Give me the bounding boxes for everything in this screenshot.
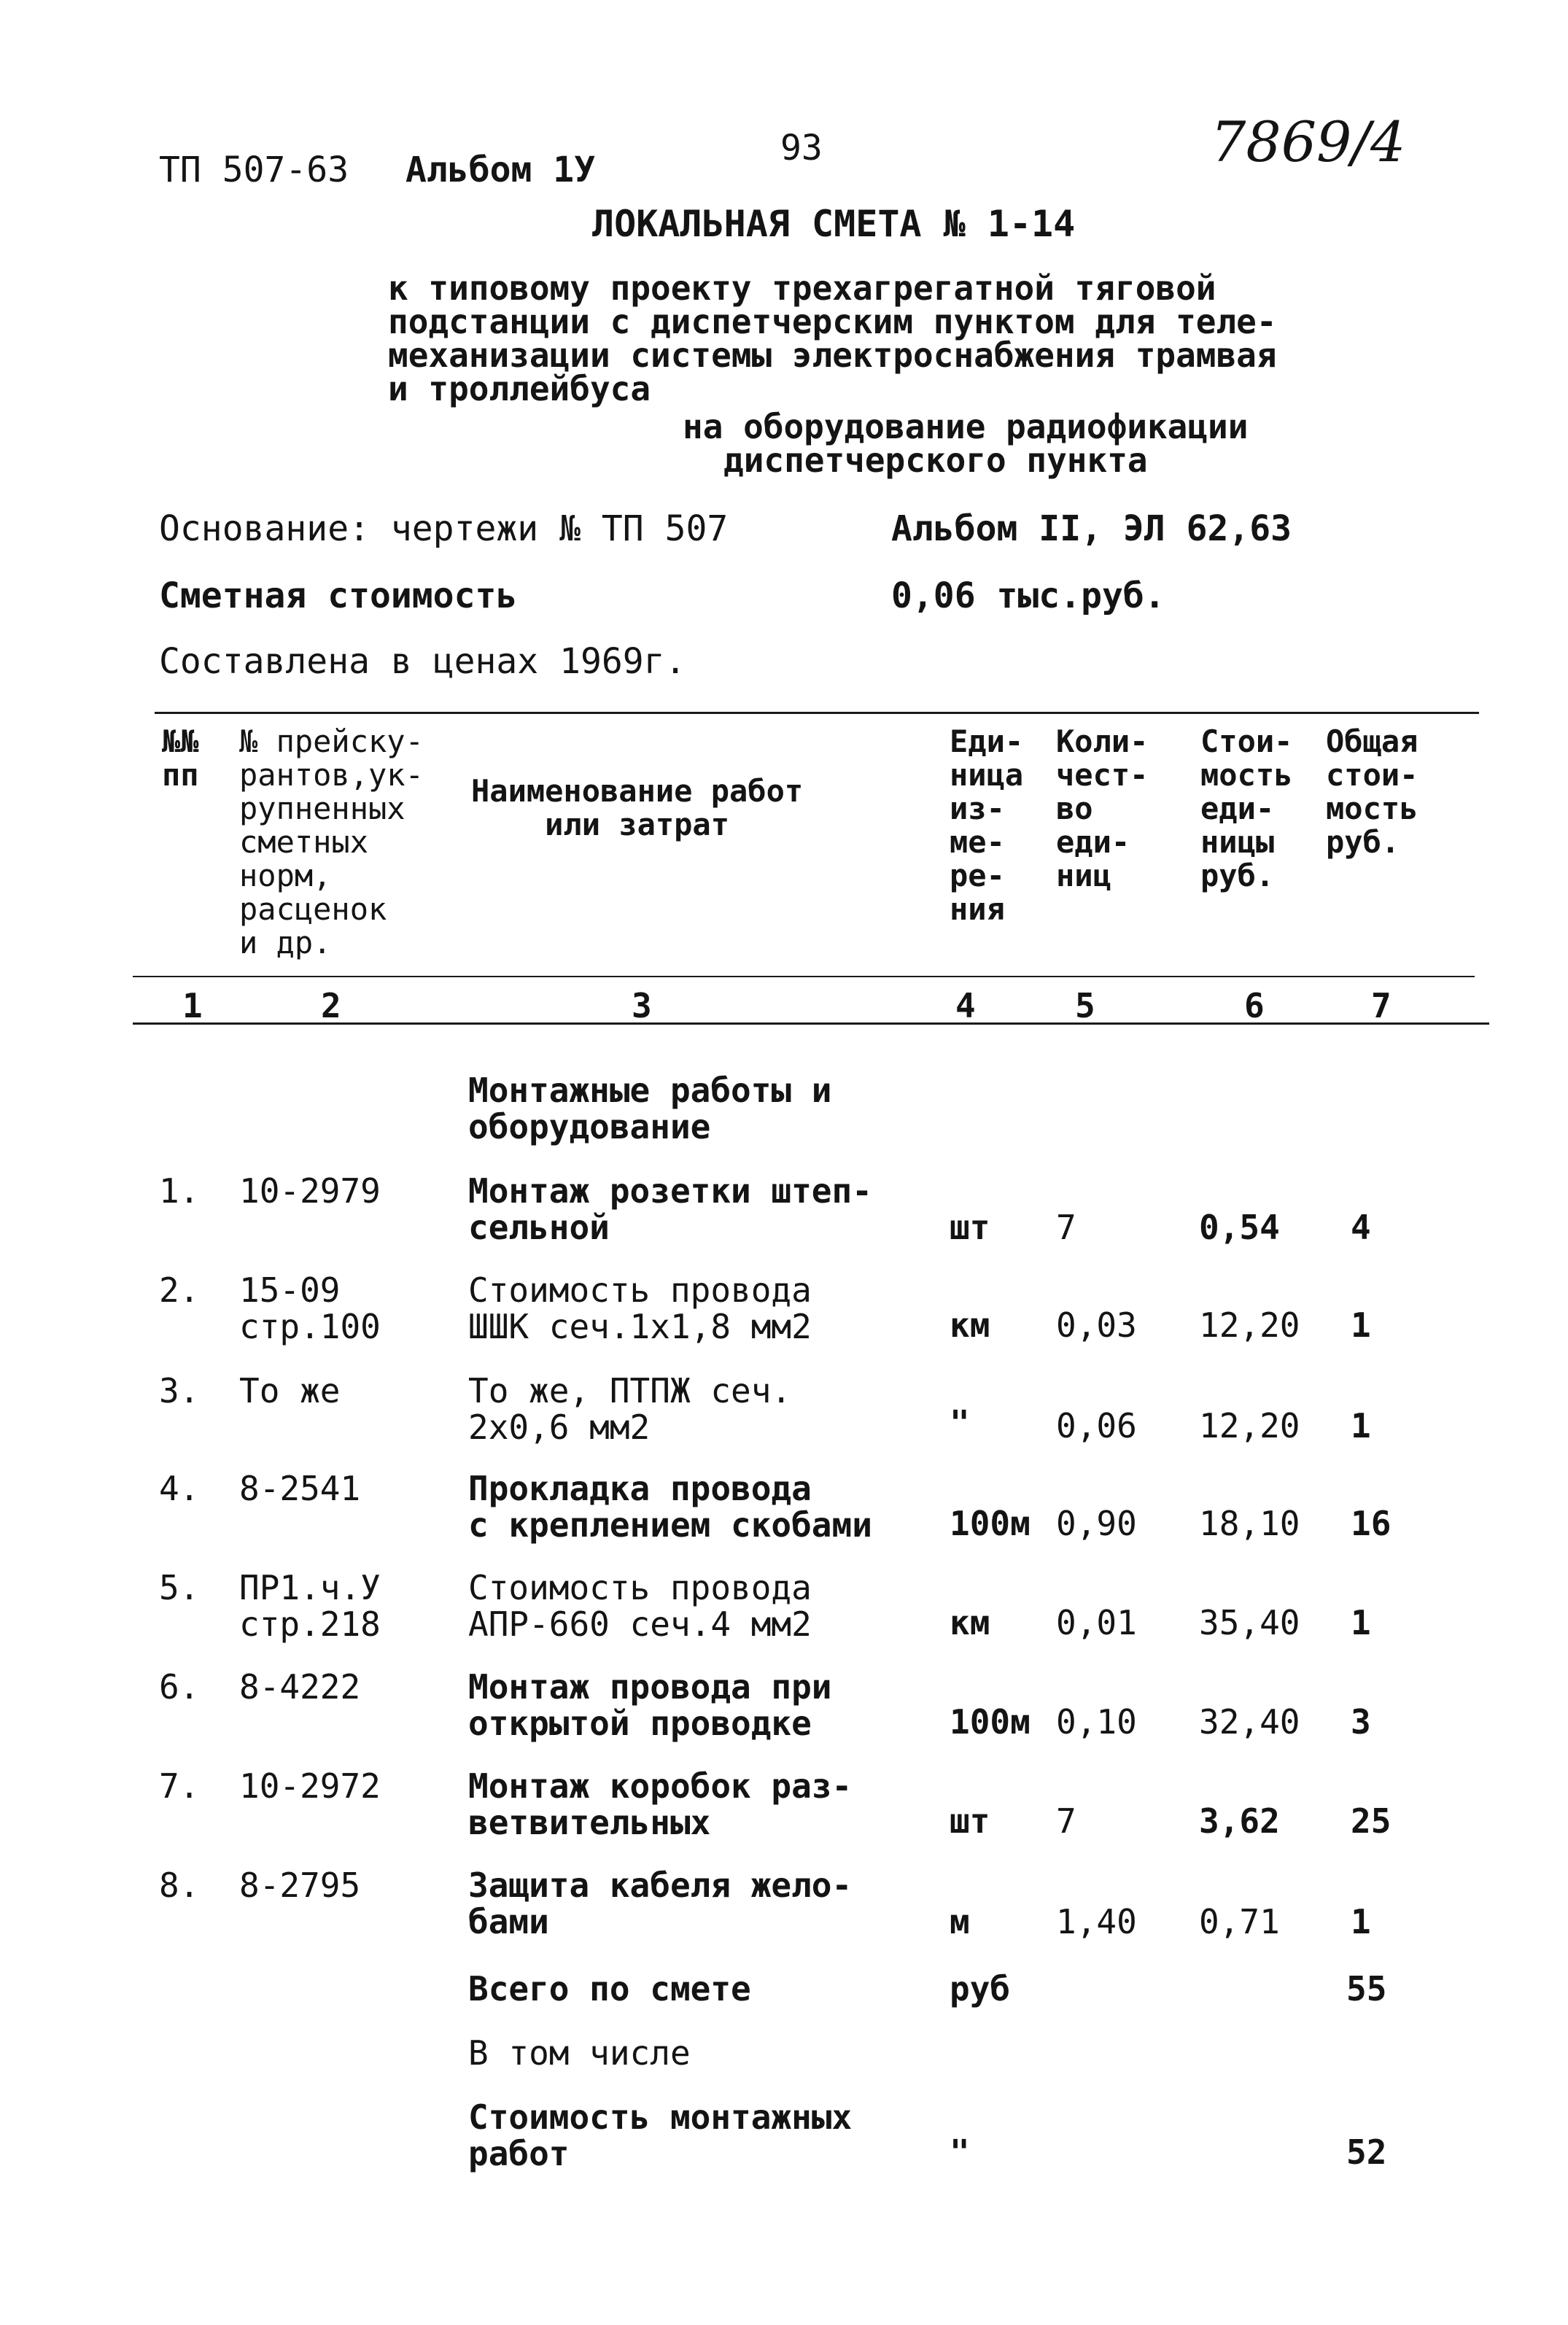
row-price: 35,40 <box>1199 1603 1300 1642</box>
row-num: 5. <box>159 1568 200 1607</box>
row-name: Защита кабеля жело- бами <box>468 1866 853 1941</box>
row-total: 1 <box>1351 1305 1371 1345</box>
row-code: ПР1.ч.У стр.218 <box>239 1568 381 1644</box>
row-price: 32,40 <box>1199 1702 1300 1742</box>
column-header-code: № прейску- рантов,ук- рупненных сметных норм, расценок и др. <box>239 723 424 960</box>
row-code: 10-2972 <box>239 1766 381 1806</box>
row-code: 10-2979 <box>239 1171 381 1211</box>
subtitle-line: подстанции с диспетчерским пунктом для теле- <box>388 302 1277 341</box>
row-total: 1 <box>1351 1406 1371 1445</box>
summary-total-label: Всего по смете <box>468 1969 751 2008</box>
doc-code: ТП 507-63 <box>159 150 349 190</box>
row-name: Стоимость провода АПР-660 сеч.4 мм2 <box>468 1568 812 1644</box>
row-code: 8-4222 <box>239 1667 361 1707</box>
row-num: 3. <box>159 1371 200 1410</box>
row-qty: 7 <box>1056 1801 1076 1841</box>
column-header-unit: Еди- ница из- ме- ре- ния <box>950 723 1024 927</box>
column-header-num: №№ пп <box>162 723 199 793</box>
column-number: 3 <box>632 986 652 1025</box>
row-num: 4. <box>159 1469 200 1508</box>
row-total: 1 <box>1351 1902 1371 1941</box>
row-unit: шт <box>950 1801 990 1841</box>
summary-including-label: В том числе <box>468 2033 691 2073</box>
summary-installation-value: 52 <box>1346 2132 1387 2172</box>
summary-total-value: 55 <box>1346 1969 1387 2008</box>
row-price: 12,20 <box>1199 1305 1300 1345</box>
row-total: 4 <box>1351 1208 1371 1247</box>
row-name: Прокладка провода с креплением скобами <box>468 1469 872 1545</box>
row-unit: шт <box>950 1208 990 1247</box>
cost-value: 0,06 тыс.руб. <box>891 575 1165 616</box>
album-label: Альбом 1У <box>405 150 596 190</box>
row-name: Монтаж розетки штеп- сельной <box>468 1171 872 1247</box>
basis-label: Основание: чертежи № ТП 507 <box>159 508 729 549</box>
row-price: 0,54 <box>1199 1208 1280 1247</box>
section-title: Монтажные работы и оборудование <box>468 1071 832 1146</box>
column-number: 2 <box>321 986 341 1025</box>
row-qty: 0,06 <box>1056 1406 1137 1445</box>
row-num: 7. <box>159 1766 200 1806</box>
subtitle-line: к типовому проекту трехагрегатной тяговой <box>388 268 1216 308</box>
cost-label: Сметная стоимость <box>159 575 518 616</box>
subtitle-line: и троллейбуса <box>388 369 651 408</box>
row-unit: км <box>950 1305 990 1345</box>
row-qty: 0,10 <box>1056 1702 1137 1742</box>
column-number: 1 <box>182 986 203 1025</box>
row-name: Монтаж провода при открытой проводке <box>468 1667 832 1743</box>
row-name: Стоимость провода ШШК сеч.1х1,8 мм2 <box>468 1270 812 1346</box>
summary-installation-unit: " <box>950 2132 970 2172</box>
prices-label: Составлена в ценах 1969г. <box>159 641 686 682</box>
row-price: 18,10 <box>1199 1504 1300 1543</box>
summary-installation-label: Стоимость монтажных работ <box>468 2097 853 2173</box>
handwritten-number: 7869/4 <box>1211 109 1406 174</box>
row-num: 8. <box>159 1866 200 1905</box>
row-unit: " <box>950 1403 970 1443</box>
column-number: 6 <box>1244 986 1265 1025</box>
row-total: 1 <box>1351 1603 1371 1642</box>
row-code: То же <box>239 1371 341 1410</box>
row-qty: 0,03 <box>1056 1305 1137 1345</box>
row-num: 1. <box>159 1171 200 1211</box>
row-unit: м <box>950 1902 970 1941</box>
row-code: 8-2541 <box>239 1469 361 1508</box>
row-name: Монтаж коробок раз- ветвительных <box>468 1766 853 1842</box>
column-number: 5 <box>1075 986 1095 1025</box>
table-top-rule <box>155 712 1479 714</box>
row-qty: 7 <box>1056 1208 1076 1247</box>
row-unit: 100м <box>950 1504 1031 1543</box>
row-code: 15-09 стр.100 <box>239 1270 381 1346</box>
column-header-price: Стои- мость еди- ницы руб. <box>1200 723 1293 893</box>
row-num: 6. <box>159 1667 200 1707</box>
row-price: 0,71 <box>1199 1902 1280 1941</box>
row-qty: 0,01 <box>1056 1603 1137 1642</box>
basis-value: Альбом II, ЭЛ 62,63 <box>891 508 1292 549</box>
page-number: 93 <box>780 128 823 168</box>
summary-total-unit: руб <box>950 1969 1011 2008</box>
row-unit: 100м <box>950 1702 1031 1742</box>
column-header-total: Общая стои- мость руб. <box>1326 723 1418 860</box>
row-total: 3 <box>1351 1702 1371 1742</box>
row-price: 12,20 <box>1199 1406 1300 1445</box>
row-qty: 0,90 <box>1056 1504 1137 1543</box>
row-code: 8-2795 <box>239 1866 361 1905</box>
purpose-line: на оборудование радиофикации <box>683 407 1249 446</box>
row-qty: 1,40 <box>1056 1902 1137 1941</box>
header-rule <box>133 976 1475 977</box>
column-number: 4 <box>955 986 976 1025</box>
row-name: То же, ПТПЖ сеч. 2х0,6 мм2 <box>468 1371 792 1447</box>
row-total: 25 <box>1351 1801 1392 1841</box>
column-number: 7 <box>1371 986 1392 1025</box>
row-num: 2. <box>159 1270 200 1310</box>
column-header-name: Наименование работ или затрат <box>471 773 804 842</box>
subtitle-line: механизации системы электроснабжения трамвая <box>388 335 1277 375</box>
column-header-qty: Коли- чест- во еди- ниц <box>1056 723 1149 893</box>
purpose-line: диспетчерского пункта <box>723 440 1148 480</box>
document-title: ЛОКАЛЬНАЯ СМЕТА № 1-14 <box>592 203 1076 245</box>
row-price: 3,62 <box>1199 1801 1280 1841</box>
row-total: 16 <box>1351 1504 1392 1543</box>
row-unit: км <box>950 1603 990 1642</box>
